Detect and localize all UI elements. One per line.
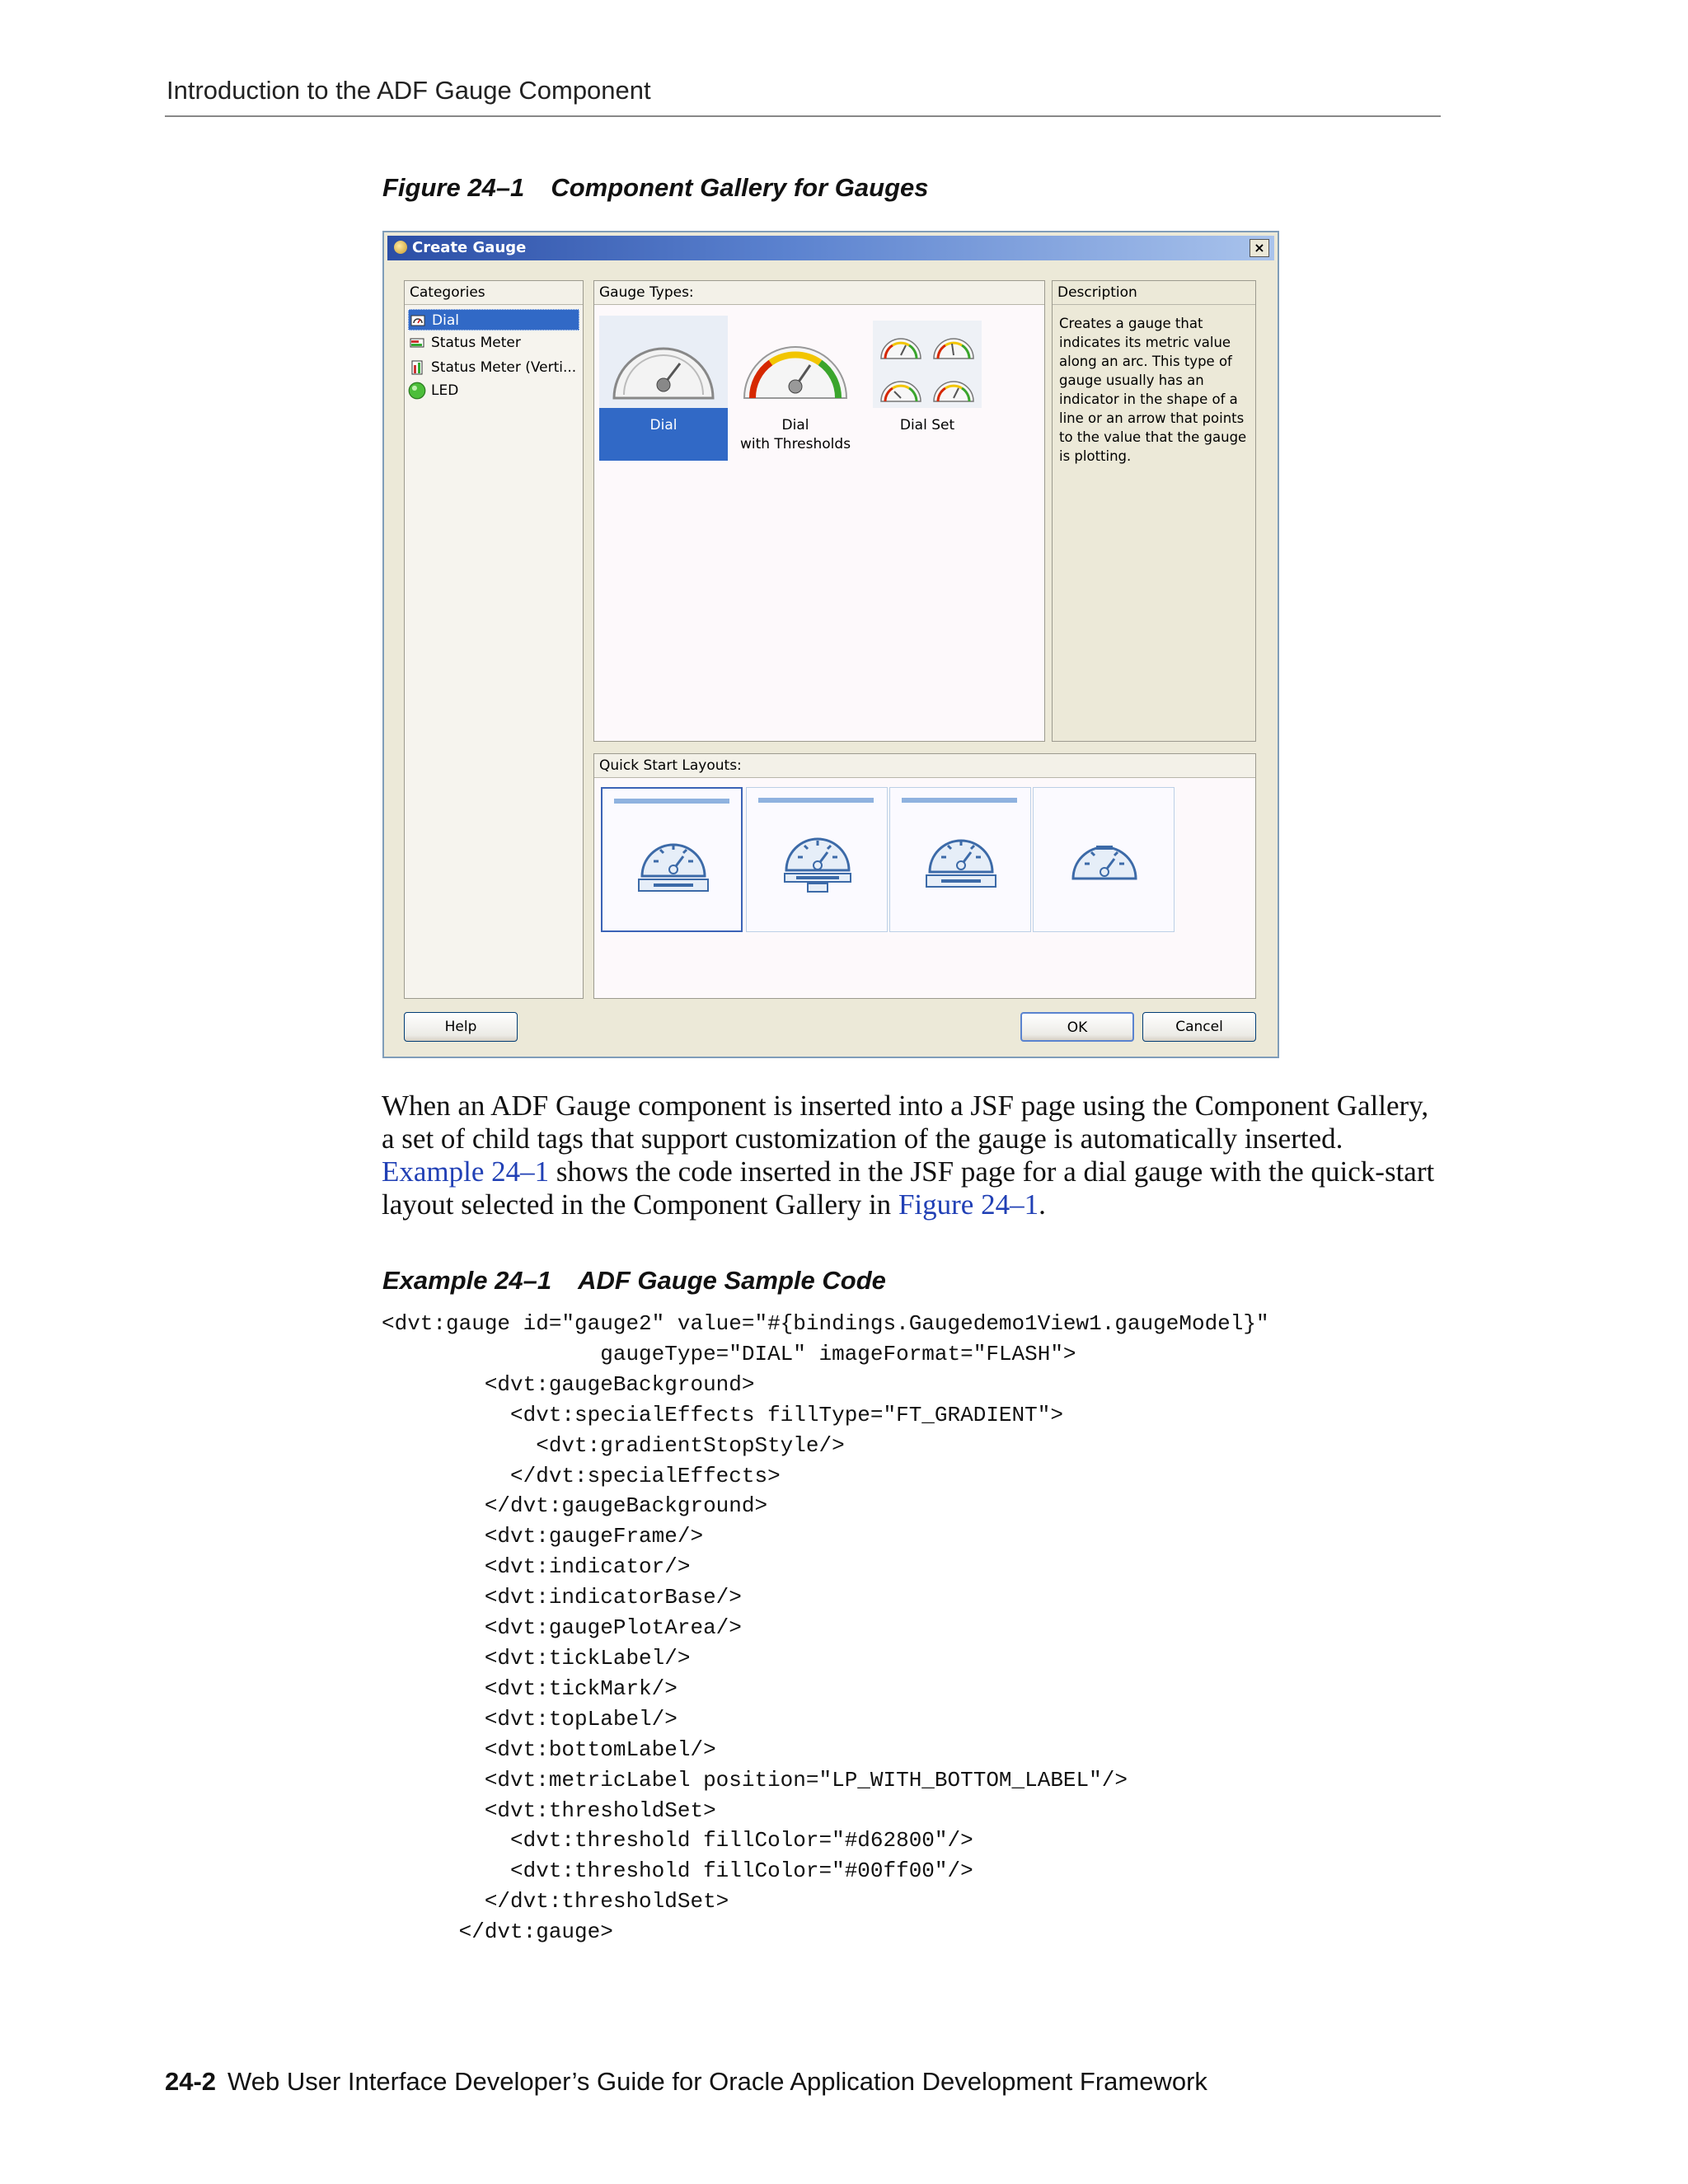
gauge-type-label: Dial — [781, 417, 809, 434]
code-sample: <dvt:gauge id="gauge2" value="#{bindings.Gaugedemo1View1.gaugeModel}" gaugeType="DIAL" imageFormat="FLASH"> <dvt:gaugeBackground> <dvt:specialEffects fillType="FT_GRADIENT"> <dvt:gradientStopStyle/> </dvt:specialEffects> </dvt:gaugeBackground> <dvt:gaugeFrame/> <dvt:indicator/> <dvt:indicatorBase/> <dvt:gaugePlotArea/> <dvt:tickLabel/> <dvt:tickMark/> <dvt:topLabel/> <dvt:bottomLabel/> <dvt:metricLabel position="LP_WITH_BOTTOM_LABEL"/> <dvt:thresholdSet> <dvt:threshold fillColor="#d62800"/> <dvt:threshold fillColor="#00ff00"/> </dvt:thresholdSet> </dvt:gauge> — [382, 1311, 1269, 1945]
book-title: Web User Interface Developer’s Guide for Oracle Application Development Framework — [227, 2067, 1207, 2096]
category-item-dial[interactable] — [408, 309, 579, 330]
close-button[interactable]: × — [1250, 239, 1269, 257]
layout-gauge-icon — [923, 827, 999, 893]
vertical-status-meter-icon — [410, 360, 424, 375]
para-text-end: . — [1039, 1188, 1046, 1221]
layout-gauge-icon — [635, 828, 711, 894]
example-title: ADF Gauge Sample Code — [578, 1266, 886, 1295]
help-button-label: Help — [444, 1019, 477, 1035]
para-text-mid: shows the code inserted in the JSF page for a dial gauge with the quick-start layout selected in the Component Gallery in — [382, 1155, 1435, 1221]
quick-start-layout-1[interactable] — [601, 787, 743, 932]
category-label: Status Meter (Verti... — [431, 359, 577, 376]
cancel-button[interactable] — [1142, 1012, 1256, 1042]
categories-heading: Categories — [410, 284, 485, 301]
running-header: Introduction to the ADF Gauge Component — [166, 76, 651, 105]
quick-start-panel — [593, 753, 1256, 999]
layout-title-bar — [614, 799, 729, 804]
para-text-start: When an ADF Gauge component is inserted into a JSF page using the Component Gallery, a set of child tags that support customization of the gauge is automatically inserted. — [382, 1090, 1429, 1155]
example-number: Example 24–1 — [382, 1266, 552, 1295]
description-text: Creates a gauge that indicates its metric value along an arc. This type of gauge usually has an indicator in the shape of a line or an arrow that points to the value that the gauge is plotting. — [1059, 316, 1247, 464]
description-panel — [1052, 280, 1256, 742]
quick-start-layout-3[interactable] — [889, 787, 1031, 932]
dial-set-gauge-icon — [863, 316, 992, 408]
ok-button[interactable] — [1020, 1012, 1134, 1042]
layout-gauge-icon — [780, 827, 856, 893]
gauge-type-label: Dial — [649, 417, 678, 434]
category-item-status-meter-vertical[interactable] — [408, 357, 579, 378]
layout-title-bar — [902, 798, 1017, 803]
layout-gauge-icon — [1067, 829, 1142, 895]
body-paragraph — [382, 1090, 1445, 1221]
gauge-type-label: Dial Set — [899, 417, 955, 434]
layout-title-bar — [758, 798, 874, 803]
gauge-types-heading: Gauge Types: — [599, 284, 694, 301]
quick-start-heading: Quick Start Layouts: — [599, 757, 742, 774]
category-label: LED — [431, 382, 459, 399]
dialog-titlebar[interactable] — [387, 236, 1274, 260]
category-label: Status Meter — [431, 335, 521, 351]
cancel-button-label: Cancel — [1175, 1019, 1223, 1035]
create-gauge-dialog — [382, 231, 1279, 1058]
description-header — [1053, 281, 1255, 305]
dial-gauge-icon — [410, 313, 425, 328]
gauge-type-dial[interactable] — [599, 316, 728, 461]
figure-caption — [382, 173, 929, 203]
categories-panel — [404, 280, 584, 999]
category-item-led[interactable] — [408, 380, 579, 401]
gauge-type-sublabel: with Thresholds — [739, 436, 851, 452]
page-footer — [165, 2067, 1207, 2097]
header-rule — [165, 115, 1441, 117]
example-link[interactable]: Example 24–1 — [382, 1155, 550, 1188]
dial-gauge-icon — [599, 316, 728, 408]
quick-start-layout-2[interactable] — [746, 787, 888, 932]
app-logo-icon — [394, 241, 407, 254]
dialog-title: Create Gauge — [412, 239, 527, 256]
led-icon — [408, 382, 426, 400]
figure-number: Figure 24–1 — [382, 173, 525, 202]
page-number: 24-2 — [165, 2067, 217, 2096]
status-meter-icon — [410, 335, 424, 350]
example-caption — [382, 1266, 886, 1296]
ok-button-label: OK — [1067, 1019, 1088, 1036]
figure-title: Component Gallery for Gauges — [551, 173, 929, 202]
figure-link[interactable]: Figure 24–1 — [898, 1188, 1039, 1221]
gauge-types-panel — [593, 280, 1045, 742]
help-button[interactable] — [404, 1012, 518, 1042]
category-item-status-meter[interactable] — [408, 332, 579, 354]
quick-start-layout-4[interactable] — [1033, 787, 1175, 932]
category-label: Dial — [432, 312, 459, 329]
dial-thresholds-gauge-icon — [731, 316, 860, 408]
description-heading: Description — [1057, 284, 1137, 301]
quick-start-header — [594, 754, 1255, 778]
gauge-types-header — [594, 281, 1044, 305]
categories-header — [405, 281, 583, 305]
